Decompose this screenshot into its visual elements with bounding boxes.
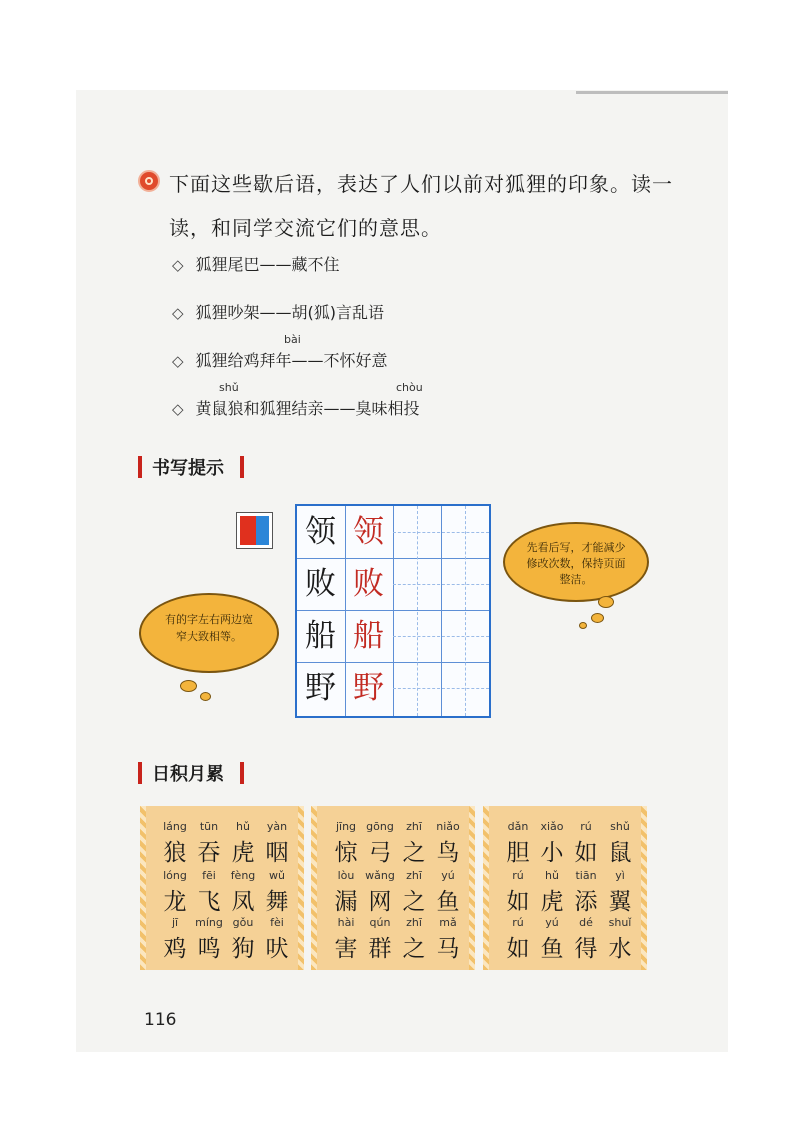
pinyin: rú	[580, 820, 592, 833]
pinyin: lòu	[337, 869, 355, 882]
idiom-char: 咽	[265, 840, 289, 866]
pinyin: jī	[171, 916, 179, 929]
idiom-char: 得	[574, 936, 598, 962]
pinyin: wǔ	[269, 869, 285, 882]
diamond-bullet-icon: ◇	[172, 256, 184, 274]
saying-2	[172, 300, 384, 323]
saying-text: 狐狸尾巴——藏不住	[195, 255, 340, 274]
pinyin: xiǎo	[540, 820, 564, 833]
pinyin: hài	[337, 916, 355, 929]
top-rule	[576, 91, 728, 94]
section-bar-right	[240, 456, 244, 478]
model-character: 野	[305, 670, 336, 706]
pinyin: zhī	[406, 916, 422, 929]
idiom-char: 水	[608, 936, 632, 962]
tip-bubble-left	[139, 593, 279, 673]
idiom-char: 鱼	[540, 936, 564, 962]
idiom-char: 小	[540, 840, 564, 866]
question-marker-icon	[138, 170, 160, 192]
question-line-2: 读，和同学交流它们的意思。	[169, 216, 442, 240]
saying-4	[172, 396, 420, 419]
pinyin: zhī	[406, 820, 422, 833]
pinyin: yì	[615, 869, 625, 882]
idiom-char: 如	[506, 936, 530, 962]
bubble-puff	[598, 596, 614, 608]
idiom-char: 虎	[231, 840, 255, 866]
diamond-bullet-icon: ◇	[172, 400, 184, 418]
section-title-accumulation: 日积月累	[152, 764, 224, 785]
idiom-char: 虎	[540, 889, 564, 915]
idiom-char: 吠	[265, 936, 289, 962]
pinyin: niǎo	[436, 820, 460, 833]
idiom-char: 胆	[506, 840, 530, 866]
idiom-char: 马	[436, 936, 460, 962]
pinyin: fèng	[230, 869, 256, 882]
saying-3	[172, 348, 388, 371]
idiom-char: 狼	[163, 840, 187, 866]
traced-character: 船	[353, 618, 384, 654]
idiom-panel-2	[311, 806, 475, 970]
writing-grid	[295, 504, 491, 718]
idiom-char: 凤	[231, 889, 255, 915]
pinyin-annotation: bài	[284, 333, 301, 346]
tip-bubble-right	[503, 522, 649, 602]
idiom-char: 飞	[197, 889, 221, 915]
section-bar-left	[138, 762, 142, 784]
pinyin: shuǐ	[608, 916, 632, 929]
idiom-char: 漏	[334, 889, 358, 915]
idiom-panel-1	[140, 806, 304, 970]
pinyin: gǒu	[232, 916, 254, 929]
idiom-char: 鼠	[608, 840, 632, 866]
diamond-bullet-icon: ◇	[172, 304, 184, 322]
pinyin: rú	[512, 869, 524, 882]
pinyin: hǔ	[236, 820, 250, 833]
pinyin: wǎng	[365, 869, 395, 882]
pinyin: gōng	[366, 820, 394, 833]
idiom-char: 害	[334, 936, 358, 962]
pinyin: míng	[195, 916, 223, 929]
idiom-char: 如	[506, 889, 530, 915]
idiom-char: 狗	[231, 936, 255, 962]
idiom-char: 舞	[265, 889, 289, 915]
idiom-char: 网	[368, 889, 392, 915]
idiom-char: 如	[574, 840, 598, 866]
pinyin: zhī	[406, 869, 422, 882]
idiom-char: 之	[402, 840, 426, 866]
section-title-writing: 书写提示	[152, 458, 224, 479]
pinyin-annotation: shǔ	[219, 381, 239, 394]
pinyin: láng	[163, 820, 187, 833]
idiom-char: 鱼	[436, 889, 460, 915]
section-bar-right	[240, 762, 244, 784]
saying-1	[172, 252, 340, 275]
saying-text: 黄鼠狼和狐狸结亲——臭味相投	[195, 399, 420, 418]
pinyin: qún	[369, 916, 391, 929]
idiom-char: 龙	[163, 889, 187, 915]
pinyin: dǎn	[507, 820, 529, 833]
idiom-char: 鸟	[436, 840, 460, 866]
pinyin-annotation: chòu	[396, 381, 423, 394]
bubble-puff	[579, 622, 587, 629]
idiom-char: 吞	[197, 840, 221, 866]
traced-character: 败	[353, 566, 384, 602]
bubble-puff	[180, 680, 197, 692]
diamond-bullet-icon: ◇	[172, 352, 184, 370]
section-bar-left	[138, 456, 142, 478]
page-number: 116	[144, 1010, 177, 1030]
pinyin: yú	[545, 916, 559, 929]
question-line-1: 下面这些歇后语，表达了人们以前对狐狸的印象。读一	[169, 172, 673, 196]
tip-text: 有的字左右两边宽窄大致相等。	[165, 613, 253, 643]
idiom-char: 鸡	[163, 936, 187, 962]
idiom-panel-3	[483, 806, 647, 970]
saying-text: 狐狸吵架——胡(狐)言乱语	[195, 303, 385, 322]
pinyin: dé	[579, 916, 593, 929]
pinyin: jīng	[335, 820, 357, 833]
traced-character: 领	[353, 514, 384, 550]
pinyin: hǔ	[545, 869, 559, 882]
bubble-puff	[200, 692, 211, 701]
pinyin: lóng	[163, 869, 187, 882]
traced-character: 野	[353, 670, 384, 706]
pinyin: rú	[512, 916, 524, 929]
pinyin: shǔ	[610, 820, 630, 833]
pinyin: fèi	[270, 916, 284, 929]
saying-text: 狐狸给鸡拜年——不怀好意	[195, 351, 388, 370]
pinyin: tūn	[199, 820, 219, 833]
tip-text: 先看后写，才能减少修改次数，保持页面整洁。	[526, 541, 626, 586]
pinyin: yú	[441, 869, 455, 882]
pinyin: mǎ	[439, 916, 457, 929]
idiom-char: 惊	[334, 840, 358, 866]
pinyin: fēi	[202, 869, 216, 882]
bubble-puff	[591, 613, 604, 623]
model-character: 船	[305, 618, 336, 654]
idiom-char: 添	[574, 889, 598, 915]
structure-icon	[236, 512, 273, 549]
idiom-char: 弓	[368, 840, 392, 866]
idiom-char: 之	[402, 889, 426, 915]
idiom-char: 鸣	[197, 936, 221, 962]
model-character: 败	[305, 566, 336, 602]
idiom-char: 翼	[608, 889, 632, 915]
idiom-char: 群	[368, 936, 392, 962]
pinyin: tiān	[575, 869, 597, 882]
idiom-char: 之	[402, 936, 426, 962]
pinyin: yàn	[266, 820, 288, 833]
model-character: 领	[305, 514, 336, 550]
